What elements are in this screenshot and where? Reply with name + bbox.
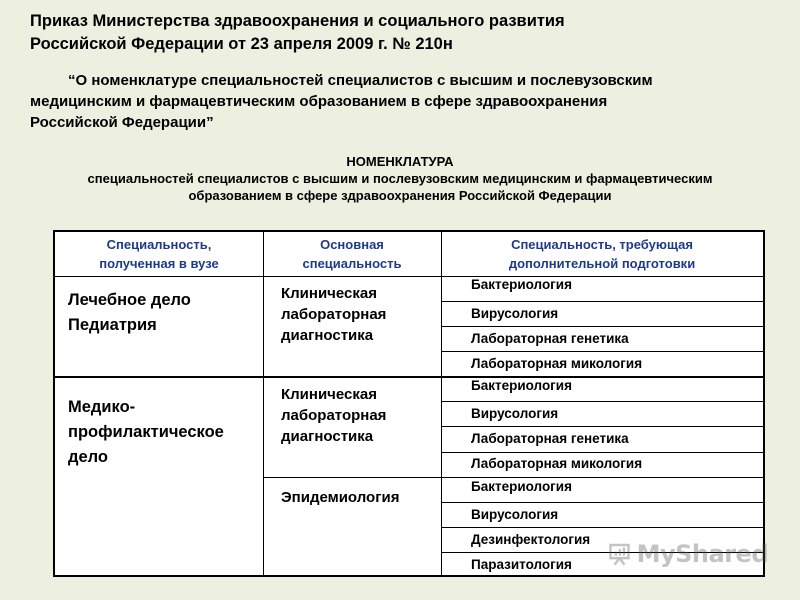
main-specialty-cell [281,384,386,447]
header-cell-university-specialty [55,232,263,276]
column-divider [263,232,264,575]
order-title [30,10,770,56]
column-divider [441,232,442,575]
additional-specialty-cell: Паразитология [471,557,572,572]
row-divider [441,351,763,352]
row-divider [441,401,763,402]
nomenclature-title: НОМЕНКЛАТУРА [346,154,454,169]
specialty-text: Лечебное дело [68,291,191,309]
row-divider [441,426,763,427]
presentation-icon [608,539,633,569]
specialty-text: дело [68,448,108,466]
specialty-text: профилактическое [68,423,224,441]
main-specialty-text: диагностика [281,327,374,344]
header-text: Специальность, требующая [511,237,693,252]
additional-specialty-cell: Вирусология [471,406,559,421]
row-divider [441,452,763,453]
main-specialty-text: Клиническая [281,285,377,302]
order-subtitle-line: медицинским и фармацевтическим образованием в сфере здравоохранения [30,93,608,110]
main-specialty-text: диагностика [281,428,374,445]
additional-specialty-cell: Вирусология [471,306,559,321]
header-text: Специальность, [106,237,212,252]
additional-specialty-cell: Лабораторная генетика [471,331,629,346]
additional-specialty-cell: Бактериология [471,378,572,393]
header-divider [55,276,763,277]
nomenclature-line: образованием в сфере здравоохранения Российской Федерации [188,188,612,203]
order-title-line: Приказ Министерства здравоохранения и социального развития [30,12,565,30]
additional-specialty-cell: Лабораторная микология [471,456,643,471]
header-text: специальность [302,256,402,271]
specialty-text: Медико- [68,398,136,416]
order-subtitle [30,70,770,133]
main-specialty-cell [281,283,386,346]
main-specialty-cell [281,487,399,508]
order-subtitle-line: “О номенклатуре специальностей специалистов с высшим и послевузовским [68,72,653,89]
order-title-line: Российской Федерации от 23 апреля 2009 г. № 210н [30,35,453,53]
additional-specialty-cell: Дезинфектология [471,532,591,547]
university-specialty-cell [68,288,191,338]
row-divider [441,301,763,302]
header-cell-main-specialty [263,232,441,276]
additional-specialty-cell: Лабораторная микология [471,356,643,371]
main-specialty-text: лабораторная [281,407,387,424]
additional-specialty-cell: Вирусология [471,507,559,522]
order-subtitle-line: Российской Федерации” [30,114,214,131]
row-divider [441,527,763,528]
nomenclature-heading [20,153,780,204]
watermark-text: MyShared [636,540,768,568]
group-divider [55,376,763,378]
additional-specialty-cell: Лабораторная генетика [471,431,629,446]
header-text: Основная [320,237,384,252]
nomenclature-line: специальностей специалистов с высшим и послевузовским медицинским и фармацевтическим [87,171,713,186]
header-text: полученная в вузе [99,256,219,271]
row-divider [441,502,763,503]
specialty-text: Педиатрия [68,316,157,334]
additional-specialty-cell: Бактериология [471,479,572,494]
additional-specialty-cell: Бактериология [471,277,572,292]
header-text: дополнительной подготовки [508,256,696,271]
main-specialty-text: лабораторная [281,306,387,323]
nomenclature-table [53,230,765,577]
header-cell-additional-specialty [441,232,763,276]
myshared-watermark [608,536,768,572]
main-specialty-text: Эпидемиология [281,489,400,506]
main-divider [263,477,763,478]
university-specialty-cell [68,395,224,470]
row-divider [441,326,763,327]
main-specialty-text: Клиническая [281,386,377,403]
